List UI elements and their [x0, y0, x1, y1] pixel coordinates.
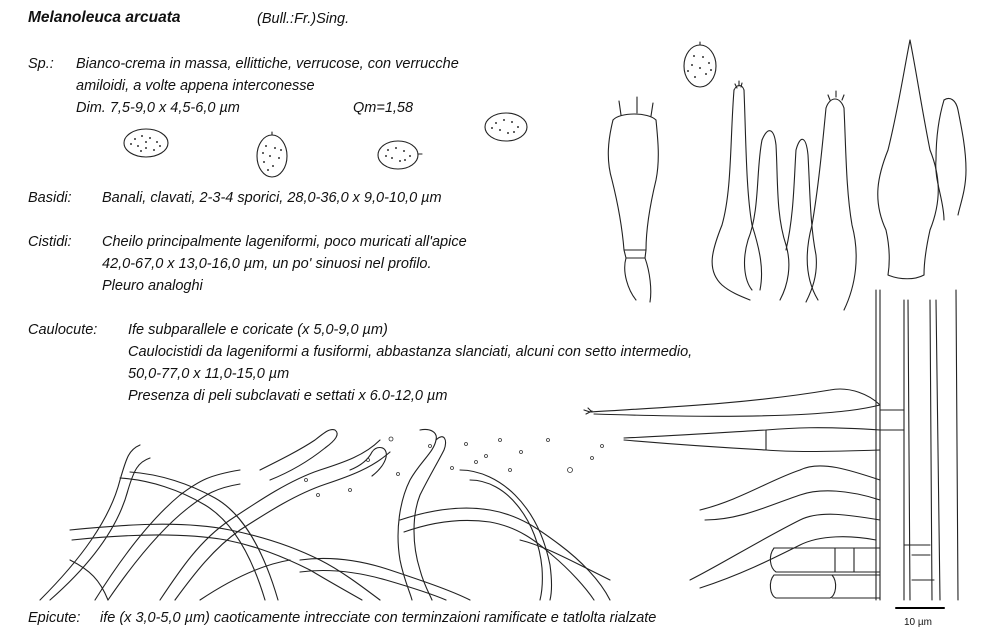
epicute-text: ife (x 3,0-5,0 µm) caoticamente intrecciate con terminzaioni ramificate e tatlolta rialzate [100, 610, 657, 626]
epicute-label: Epicute: [28, 610, 81, 626]
spore-3 [378, 141, 422, 169]
cistidi-line-1: Cheilo principalmente lageniformi, poco muricati all'apice [102, 234, 467, 250]
spore-4 [485, 113, 527, 141]
epicute-hyphae-drawing [40, 429, 610, 600]
spore-2 [257, 132, 287, 177]
basidi-text: Banali, clavati, 2-3-4 sporici, 28,0-36,0 x 9,0-10,0 µm [102, 190, 442, 206]
spores-line-1: Bianco-crema in massa, ellittiche, verrucose, con verrucche [76, 56, 459, 72]
caulocute-line-1: Ife subparallele e coricate (x 5,0-9,0 µm) [128, 322, 388, 338]
scale-label: 10 µm [904, 617, 932, 628]
spores-line-2: amiloidi, a volte appena interconesse [76, 78, 315, 94]
caulocute-line-4: Presenza di peli subclavati e settati x 6.0-12,0 µm [128, 388, 448, 404]
cheilocystidia-drawing [712, 40, 966, 310]
basidi-label: Basidi: [28, 190, 72, 206]
caulocute-line-3: 50,0-77,0 x 11,0-15,0 µm [128, 366, 290, 382]
spores-dimensions: Dim. 7,5-9,0 x 4,5-6,0 µm [76, 100, 240, 116]
cistidi-line-3: Pleuro analoghi [102, 278, 203, 294]
spore-1 [124, 129, 168, 157]
species-authority: (Bull.:Fr.)Sing. [257, 11, 350, 27]
spores-qm: Qm=1,58 [353, 100, 414, 116]
species-title: Melanoleuca arcuata [28, 9, 181, 26]
spores-label: Sp.: [28, 56, 54, 72]
spore-drawings [124, 42, 716, 177]
caulocute-line-2: Caulocistidi da lageniformi a fusiformi, abbastanza slanciati, alcuni con setto intermedio, [128, 344, 693, 360]
spore-5 [684, 42, 716, 87]
particles-drawing [305, 437, 604, 497]
cistidi-line-2: 42,0-67,0 x 13,0-16,0 µm, un po' sinuosi nel profilo. [102, 256, 432, 272]
caulocute-hyphae-drawing [584, 290, 958, 600]
caulocute-label: Caulocute: [28, 322, 98, 338]
basidium-drawing [608, 97, 658, 302]
cistidi-label: Cistidi: [28, 234, 72, 250]
